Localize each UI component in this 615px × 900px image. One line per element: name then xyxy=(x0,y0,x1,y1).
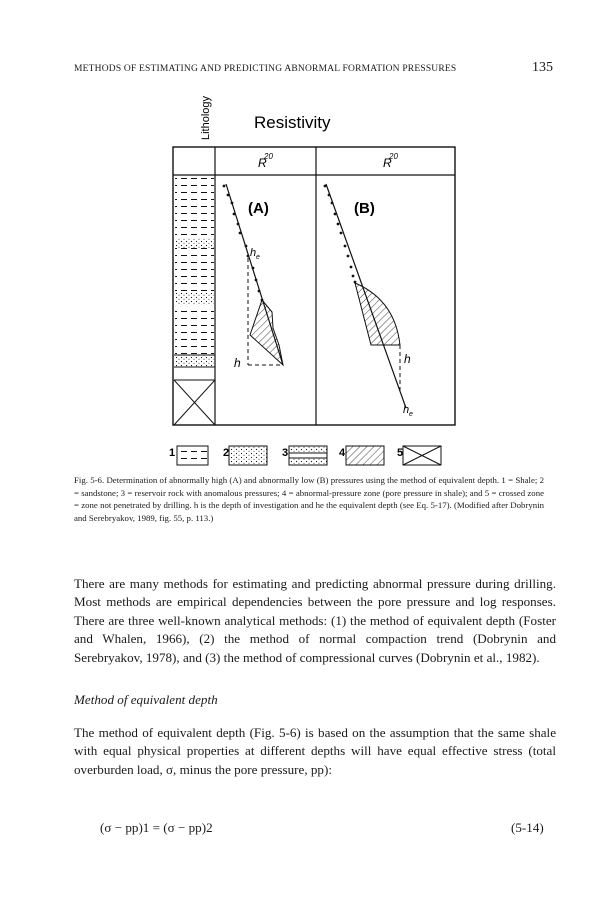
lithology-label: Lithology xyxy=(200,95,212,140)
figure-caption xyxy=(74,474,544,524)
legend-label-1: 1 xyxy=(169,447,176,459)
svg-text:h: h xyxy=(404,352,411,366)
legend-label-3: 3 xyxy=(282,447,289,459)
svg-text:(A): (A) xyxy=(248,200,269,217)
legend xyxy=(169,446,441,465)
legend-abnormal-zone-swatch xyxy=(346,446,384,465)
svg-text:h: h xyxy=(250,247,257,259)
svg-text:20: 20 xyxy=(389,152,398,161)
equation-5-14: (σ − pp)1 = (σ − pp)2 xyxy=(100,820,213,835)
resistivity-label: Resistivity xyxy=(254,113,331,132)
legend-label-5: 5 xyxy=(397,447,404,459)
running-head: METHODS OF ESTIMATING AND PREDICTING ABNORMAL FORMATION PRESSURES xyxy=(74,64,457,74)
svg-text:e: e xyxy=(256,254,260,261)
svg-text:h: h xyxy=(234,356,241,370)
paragraph-intro: There are many methods for estimating and predicting abnormal pressure during drilling. Most methods are empirical dependencies between the pore pressure and log responses. There are three well-known analytical methods: (1) the method of equivalent depth (Foster and Whalen, 1966), (2) the method of normal compaction trend (Dobrynin and Serebryakov, 1978), and (3) the method of compressional curves (Dobrynin et al., 1982). xyxy=(74,576,556,665)
lithology-column xyxy=(174,178,215,425)
legend-shale-swatch xyxy=(177,446,208,465)
svg-text:e: e xyxy=(409,411,413,418)
legend-sandstone-swatch xyxy=(229,446,267,465)
caption-label: Fig. 5-6. xyxy=(74,475,105,485)
panel-b xyxy=(324,152,413,418)
legend-label-2: 2 xyxy=(223,447,230,459)
svg-text:R: R xyxy=(383,156,392,170)
page-number: 135 xyxy=(532,60,553,75)
legend-label-4: 4 xyxy=(339,447,346,459)
svg-text:R: R xyxy=(258,156,267,170)
svg-text:20: 20 xyxy=(264,152,273,161)
svg-text:(B): (B) xyxy=(354,200,375,217)
equation-number: (5-14) xyxy=(511,820,544,835)
panel-a xyxy=(223,152,283,370)
svg-text:h: h xyxy=(403,404,410,416)
section-heading: Method of equivalent depth xyxy=(74,692,218,707)
paragraph-equivalent-depth: The method of equivalent depth (Fig. 5-6) is based on the assumption that the same shale with equal physical properties at different depths will have equal effective stress (total overburden load, σ, minus the pore pressure, pp): xyxy=(74,725,556,777)
caption-text: Determination of abnormally high (A) and abnormally low (B) pressures using the method of equivalent depth. 1 = Shale; 2 = sandstone; 3 = reservoir rock with anomalous pressures; 4 = abnormal-pressure zone (pore pressure in shale); and 5 = crossed zone = zone not penetrated by drilling. h is the depth of investigation and he the equivalent depth (see Eq. 5-17). (Modified after Dobrynin and Serebryakov, 1989, fig. 55, p. 113.) xyxy=(74,475,545,523)
